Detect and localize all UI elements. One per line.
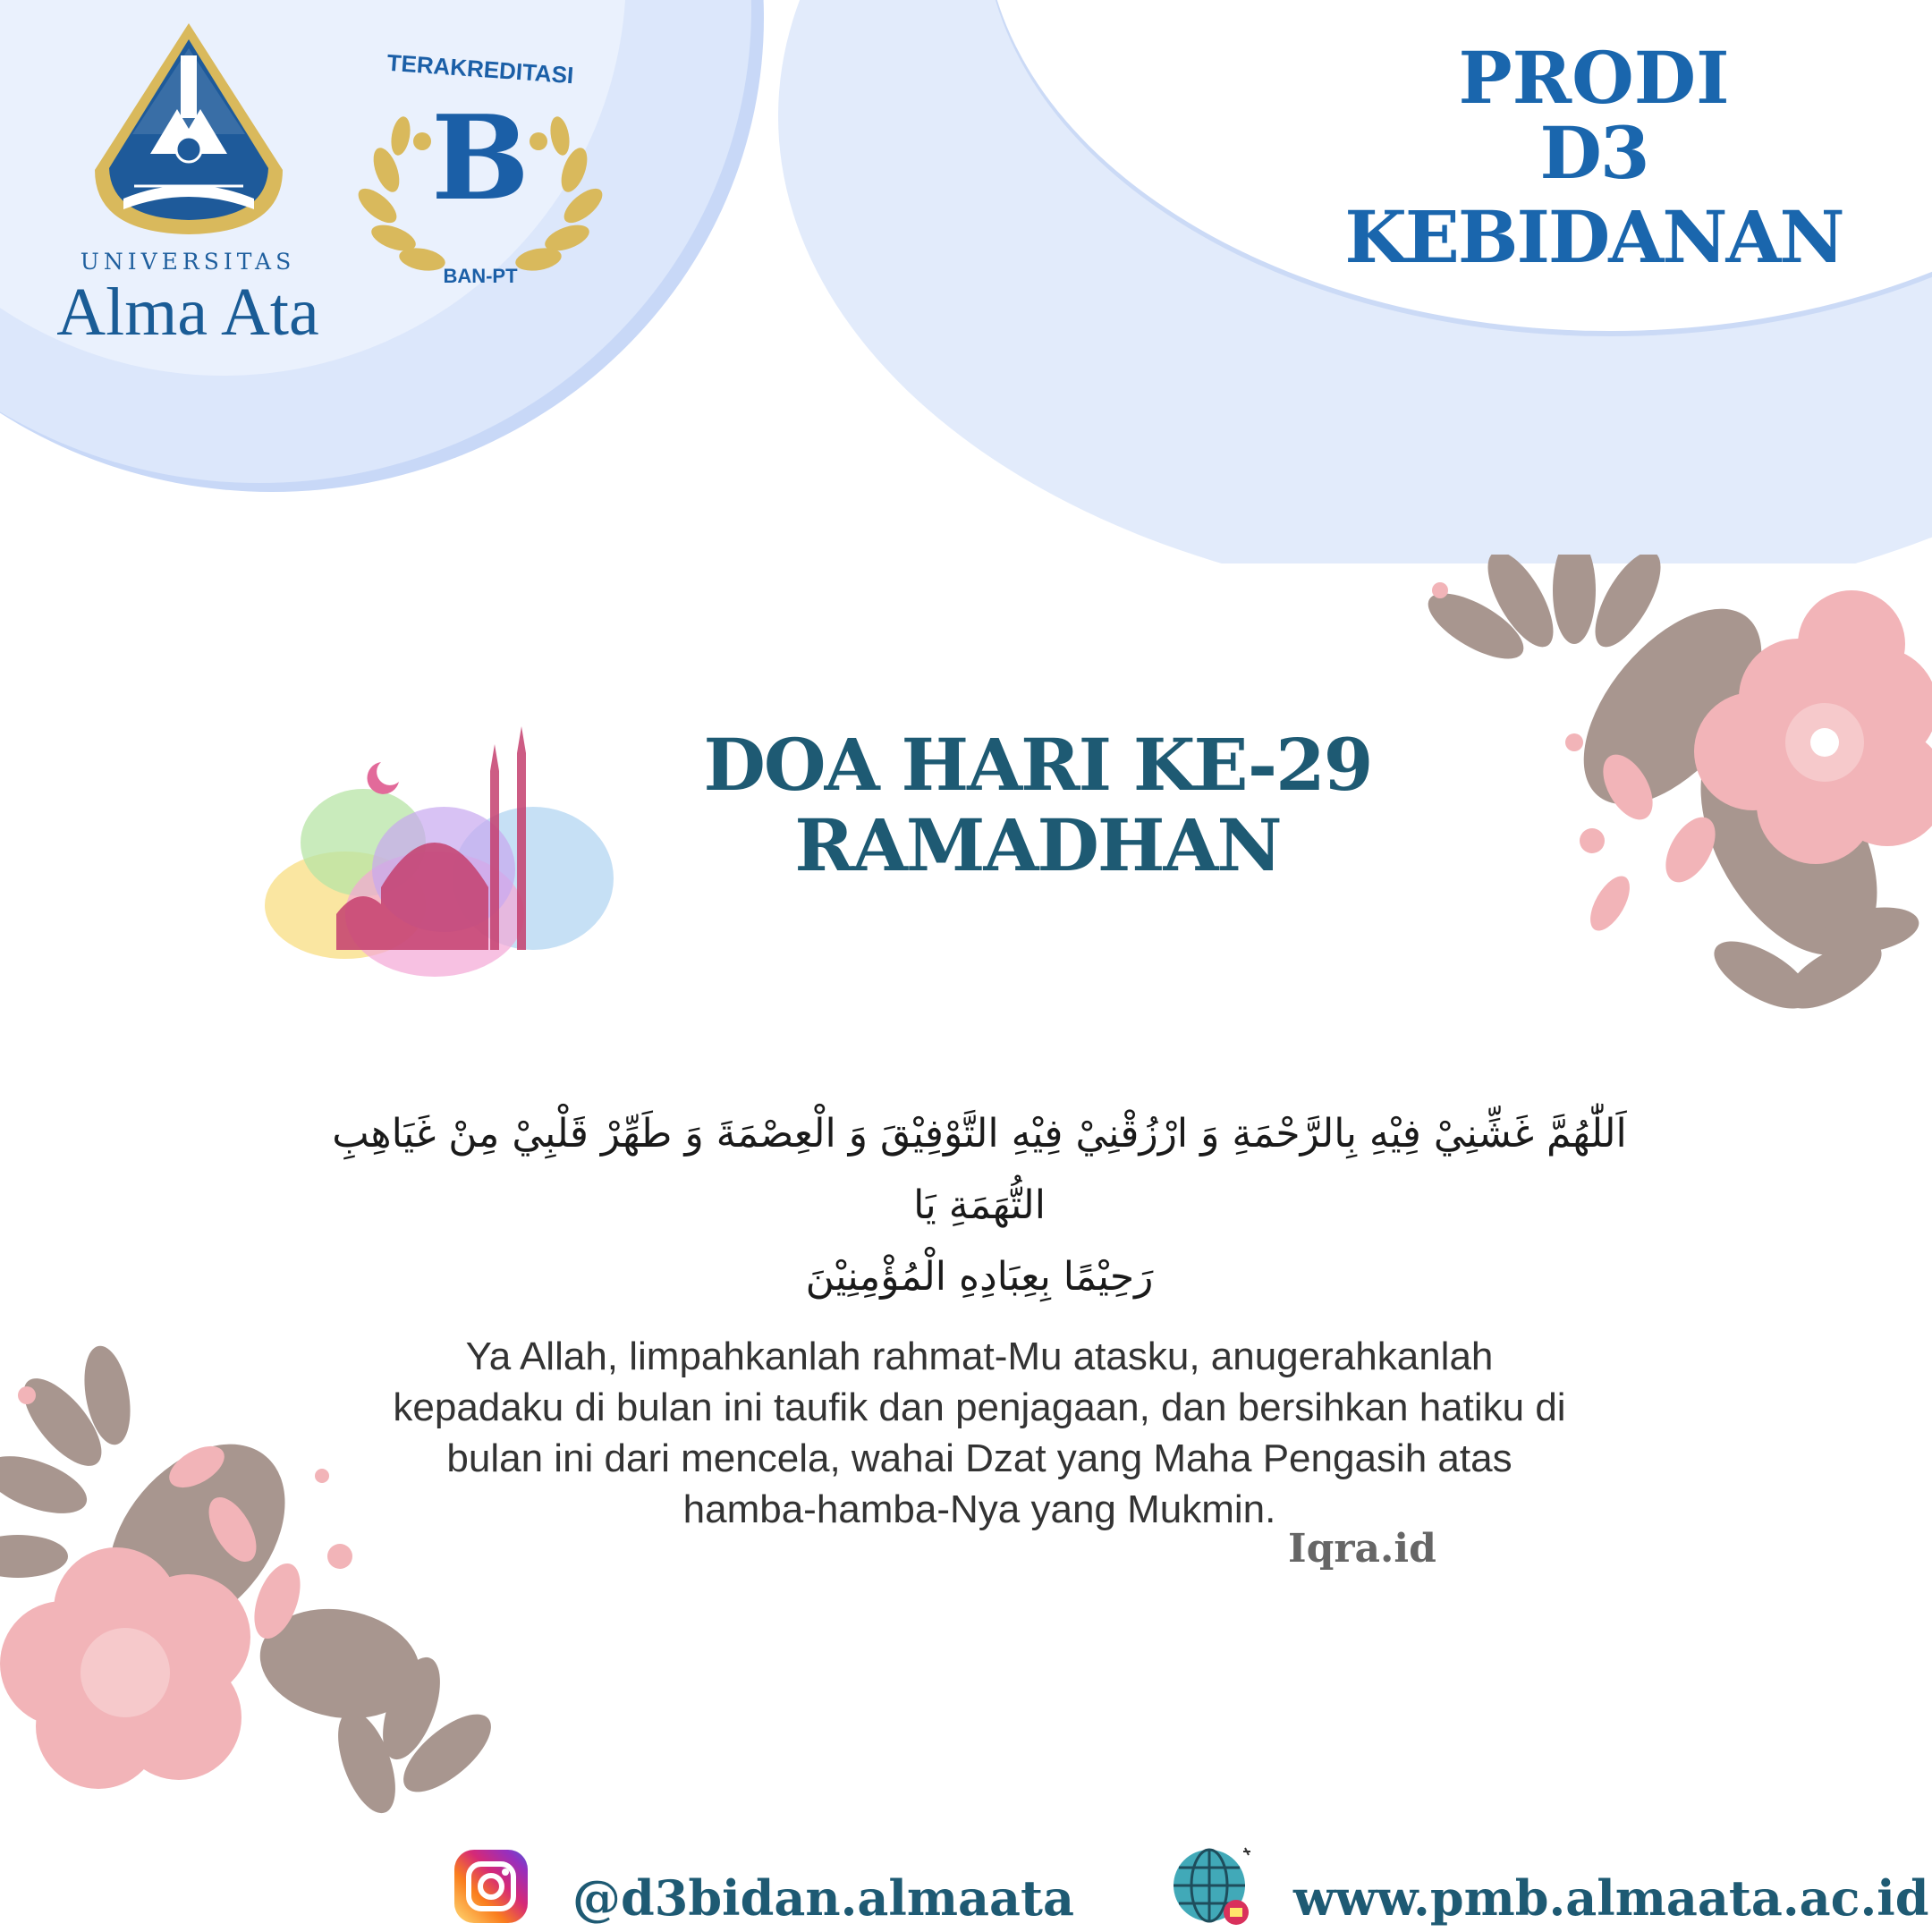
- translation-line2: kepadaku di bulan ini taufik dan penjagaan, dan bersihkan hatiku di: [393, 1385, 1566, 1429]
- flower-decoration-top-right-icon: [1368, 555, 1932, 1038]
- instagram-handle[interactable]: @d3bidan.almaata: [572, 1869, 1074, 1927]
- badge-top-text: TERAKREDITASI: [386, 48, 575, 89]
- translation-line4: hamba-hamba-Nya yang Mukmin.: [682, 1487, 1276, 1531]
- university-name: Alma Ata: [56, 275, 319, 350]
- arabic-prayer: [331, 1098, 1628, 1313]
- translation-line1: Ya Allah, limpahkanlah rahmat-Mu atasku, anugerahkanlah: [465, 1335, 1494, 1378]
- university-label: UNIVERSITAS: [80, 249, 296, 275]
- globe-icon[interactable]: [1166, 1839, 1256, 1928]
- arabic-prayer-line2: رَحِيْمًا بِعِبَادِهِ الْمُؤْمِنِيْنَ: [805, 1254, 1154, 1300]
- instagram-icon[interactable]: [453, 1848, 530, 1925]
- source-credit: Iqra.id: [1288, 1526, 1436, 1572]
- badge-grade: B: [431, 89, 530, 226]
- page-title-line2: RAMADHAN: [794, 803, 1281, 887]
- program-line2: D3 KEBIDANAN: [1344, 111, 1843, 279]
- program-line1: PRODI: [1458, 36, 1730, 120]
- arabic-prayer-line1: اَللّٰهُمَّ غَشِّنِيْ فِيْهِ بِالرَّحْمَةِ وَ ارْزُقْنِيْ فِيْهِ التَّوْفِيْقَ وَ الْعِصْمَةَ وَ طَهِّرْ قَلْبِيْ مِنْ غَيَاهِبِ التُّهَمَةِ يَا: [332, 1111, 1627, 1228]
- translation-line3: bulan ini dari mencela, wahai Dzat yang Maha Pengasih atas: [446, 1436, 1513, 1480]
- website-link[interactable]: www.pmb.almaata.ac.id: [1293, 1869, 1929, 1927]
- mosque-watercolor-icon: [265, 726, 614, 995]
- flower-decoration-bottom-left-icon: [0, 1342, 555, 1843]
- university-crest-icon: [88, 20, 290, 243]
- page-title-line1: DOA HARI KE-29: [703, 723, 1372, 807]
- badge-bottom-text: BAN-PT: [443, 265, 518, 287]
